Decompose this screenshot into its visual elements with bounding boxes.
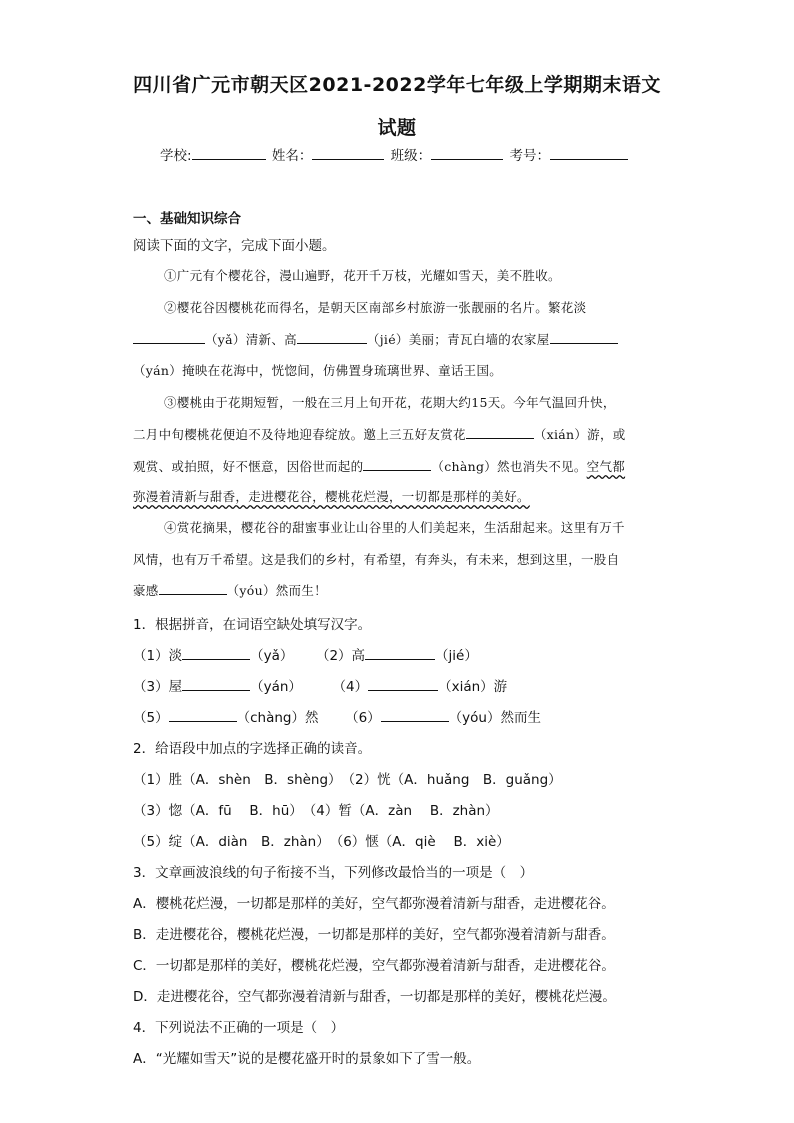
question-1-row-1 — [133, 644, 478, 664]
question-1-row-3 — [133, 706, 541, 726]
answer-blank[interactable] — [182, 679, 250, 691]
pinyin: （yóu）然而生 — [448, 710, 541, 726]
page-title: 四川省广元市朝天区2021-2022学年七年级上学期期末语文 — [133, 74, 661, 96]
question-1-row-2 — [133, 675, 507, 695]
blank-2[interactable] — [297, 332, 367, 344]
question-2-row-3: （5）绽（A．diàn B．zhàn） （6）惬（A．qiè B．xiè） — [133, 834, 510, 850]
page-title-line2: 试题 — [377, 117, 417, 139]
item-label: （2）高 — [315, 648, 366, 664]
passage-paragraph-2a: ②樱花谷因樱桃花而得名，是朝天区南部乡村旅游一张靓丽的名片。繁花淡 — [164, 300, 587, 315]
passage-text: （chàng）然也消失不见。 — [431, 459, 587, 474]
passage-text: （xián）游，或 — [533, 427, 626, 442]
item-label: （5） — [133, 710, 169, 726]
passage-paragraph-4c — [133, 581, 327, 599]
section-intro: 阅读下面的文字，完成下面小题。 — [133, 238, 336, 254]
name-label: 姓名： — [271, 148, 313, 164]
passage-text: （yǎ）清新、高 — [205, 332, 297, 347]
answer-blank[interactable] — [365, 648, 435, 660]
passage-text: 豪感 — [133, 583, 159, 598]
class-label: 班级： — [390, 148, 432, 164]
passage-paragraph-3d — [133, 487, 530, 505]
school-field[interactable] — [192, 147, 266, 160]
passage-paragraph-4b: 风情，也有万千希望。这是我们的乡村，有希望，有奔头，有未来，想到这里，一股自 — [133, 552, 620, 567]
question-2-row-1: （1）胜（A．shèn B．shèng） （2）恍（A．huǎng B．guǎng） — [133, 772, 562, 788]
passage-paragraph-3b — [133, 425, 626, 443]
answer-blank[interactable] — [368, 679, 438, 691]
passage-text: 二月中旬樱桃花便迫不及待地迎春绽放。邀上三五好友赏花 — [133, 427, 466, 442]
passage-paragraph-2c: （yán）掩映在花海中，恍惚间，仿佛置身琉璃世界、童话王国。 — [133, 363, 503, 378]
blank-4[interactable] — [466, 427, 534, 439]
question-4-stem: 4．下列说法不正确的一项是（ ） — [133, 1020, 345, 1036]
pinyin: （chàng）然 — [236, 710, 319, 726]
question-1-stem: 1．根据拼音，在词语空缺处填写汉字。 — [133, 617, 372, 633]
pinyin: （yán） — [250, 679, 302, 695]
name-field[interactable] — [312, 147, 384, 160]
question-3-stem: 3．文章画波浪线的句子衔接不当，下列修改最恰当的一项是（ ） — [133, 865, 534, 881]
question-2-row-2: （3）惚（A．fū B．hū） （4）暂（A．zàn B．zhàn） — [133, 803, 499, 819]
passage-paragraph-2b — [133, 330, 618, 348]
blank-1[interactable] — [133, 332, 205, 344]
question-3-option-c[interactable]: C．一切都是那样的美好，樱桃花烂漫，空气都弥漫着清新与甜香，走进樱花谷。 — [133, 958, 615, 974]
passage-paragraph-3a: ③樱桃由于花期短暂，一般在三月上旬开花，花期大约15天。今年气温回升快， — [164, 395, 616, 410]
item-label: （4） — [332, 679, 369, 695]
item-label: （6） — [345, 710, 381, 726]
pinyin: （jié） — [435, 648, 478, 664]
question-2-stem: 2．给语段中加点的字选择正确的读音。 — [133, 741, 372, 757]
question-3-option-a[interactable]: A．樱桃花烂漫，一切都是那样的美好，空气都弥漫着清新与甜香，走进樱花谷。 — [133, 896, 615, 912]
pinyin: （yǎ） — [250, 648, 294, 664]
answer-blank[interactable] — [182, 648, 250, 660]
blank-3[interactable] — [550, 332, 618, 344]
answer-blank[interactable] — [381, 710, 449, 722]
passage-text: 观赏、或拍照，好不惬意，因俗世而起的 — [133, 459, 364, 474]
item-label: （3）屋 — [133, 679, 183, 695]
blank-5[interactable] — [363, 459, 431, 471]
wavy-underlined-sentence: 弥漫着清新与甜香，走进樱花谷，樱桃花烂漫，一切都是那样的美好。 — [133, 489, 530, 504]
passage-paragraph-4a: ④赏花摘果，樱花谷的甜蜜事业让山谷里的人们美起来，生活甜起来。这里有万千 — [164, 520, 625, 535]
student-info-row — [160, 144, 630, 164]
question-3-option-d[interactable]: D．走进樱花谷，空气都弥漫着清新与甜香，一切都是那样的美好，樱桃花烂漫。 — [133, 989, 616, 1005]
question-3-option-b[interactable]: B．走进樱花谷，樱桃花烂漫，一切都是那样的美好，空气都弥漫着清新与甜香。 — [133, 927, 615, 943]
exam-no-label: 考号： — [509, 148, 550, 164]
pinyin: （xián）游 — [438, 679, 508, 695]
passage-paragraph-1: ①广元有个樱花谷，漫山遍野，花开千万枝，光耀如雪天，美不胜收。 — [164, 268, 561, 283]
class-field[interactable] — [431, 147, 503, 160]
passage-paragraph-3c — [133, 457, 625, 475]
passage-text: （jié）美丽；青瓦白墙的农家屋 — [366, 332, 550, 347]
blank-6[interactable] — [159, 583, 227, 595]
passage-text: （yóu）然而生！ — [226, 583, 327, 598]
wavy-underlined-sentence: 空气都 — [586, 459, 626, 474]
answer-blank[interactable] — [169, 710, 237, 722]
school-label: 学校: — [160, 148, 192, 164]
question-4-option-a[interactable]: A．“光耀如雪天”说的是樱花盛开时的景象如下了雪一般。 — [133, 1051, 481, 1067]
section-heading: 一、基础知识综合 — [133, 211, 241, 227]
item-label: （1）淡 — [133, 648, 183, 664]
exam-no-field[interactable] — [550, 147, 628, 160]
